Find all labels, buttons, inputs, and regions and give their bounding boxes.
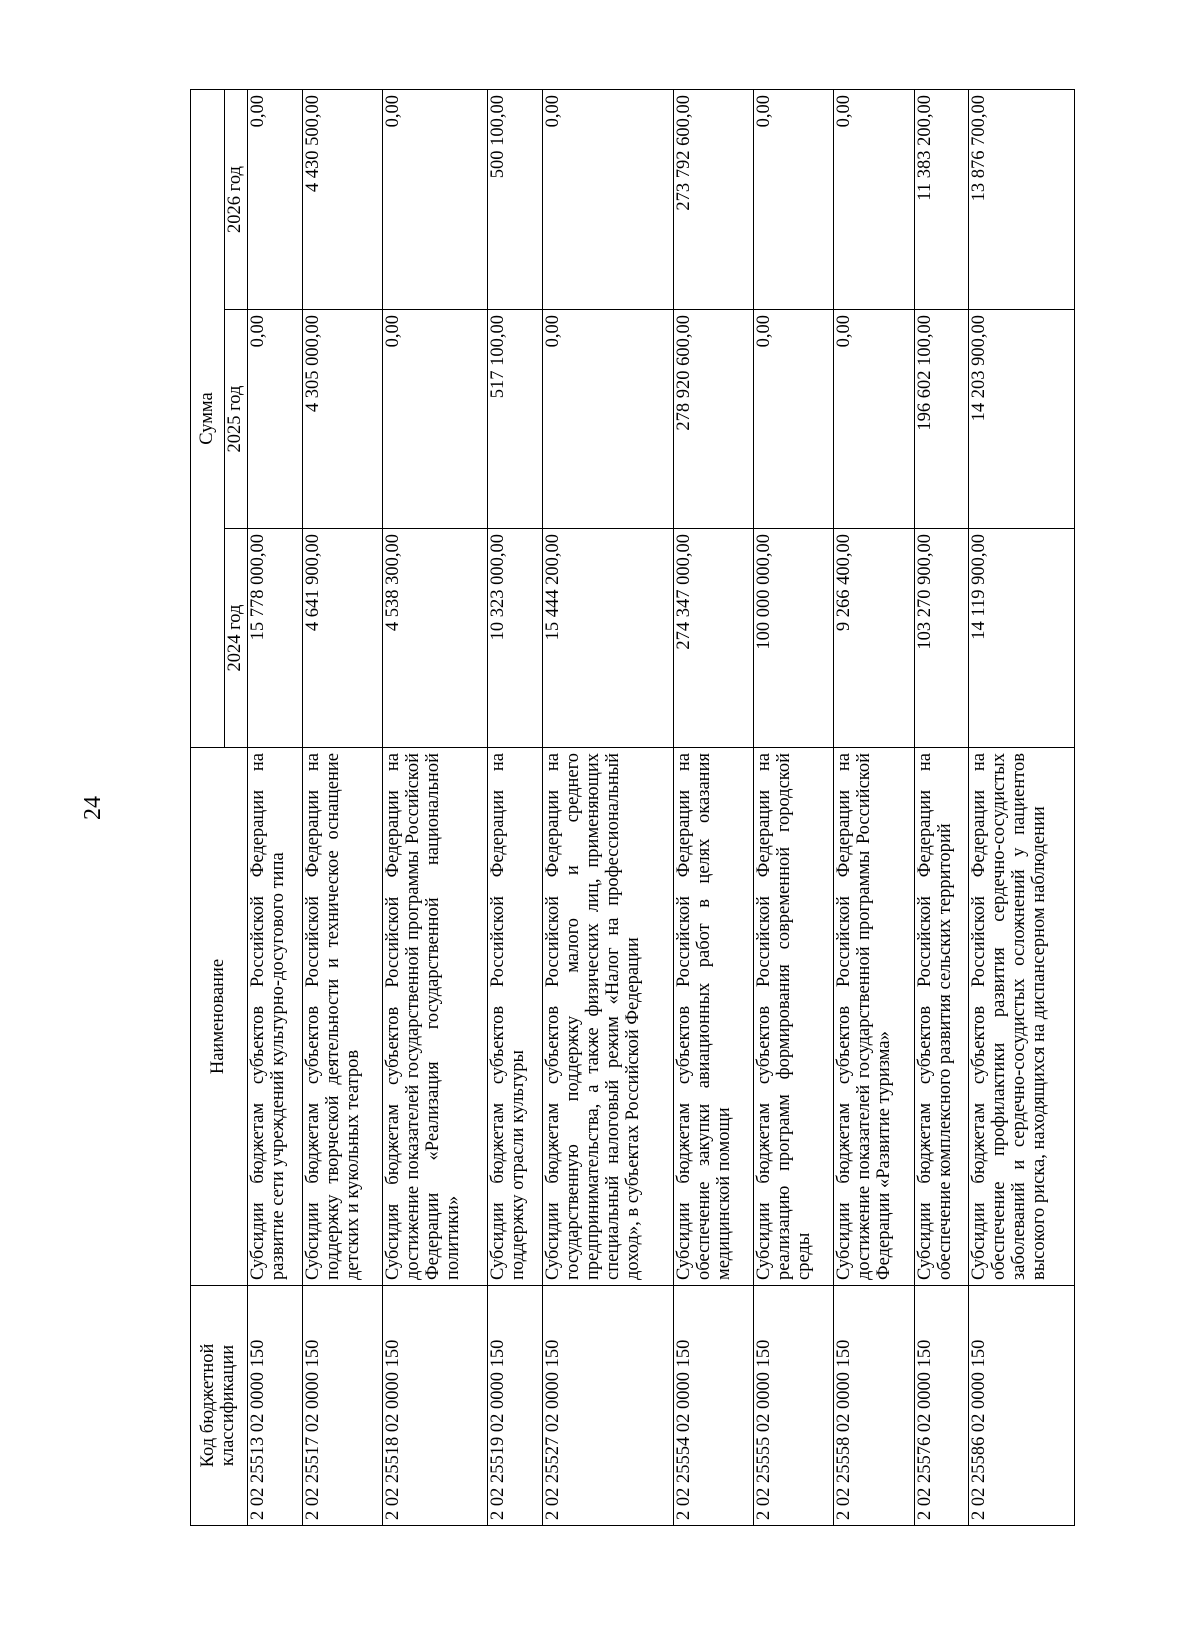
- table-row: [754, 89, 834, 1525]
- amount-2026-cell: 0,00: [754, 89, 834, 309]
- amount-2026-cell: 11 383 200,00: [914, 89, 969, 309]
- amount-2026-cell: 500 100,00: [488, 89, 543, 309]
- budget-table: [190, 89, 1075, 1526]
- table-row: [382, 89, 488, 1525]
- name-cell: Субсидии бюджетам субъектов Российской Федерации на поддержку отрасли культуры: [488, 748, 543, 1286]
- name-column-header: Наименование: [191, 748, 248, 1286]
- year-2026-header: 2026 год: [225, 89, 248, 309]
- amount-2025-cell: 0,00: [247, 310, 302, 529]
- code-column-header: Код бюджетной классификации: [191, 1286, 248, 1526]
- amount-2024-cell: 274 347 000,00: [674, 529, 754, 748]
- table-row: [834, 89, 914, 1525]
- amount-2024-cell: 14 119 900,00: [969, 529, 1075, 748]
- amount-2025-cell: 4 305 000,00: [302, 310, 382, 529]
- amount-2025-cell: 278 920 600,00: [674, 310, 754, 529]
- budget-code-cell: 2 02 25513 02 0000 150: [247, 1286, 302, 1526]
- amount-2026-cell: 0,00: [834, 89, 914, 309]
- table-row: [247, 89, 302, 1525]
- year-2025-header: 2025 год: [225, 310, 248, 529]
- sum-column-header: Сумма: [191, 89, 225, 747]
- budget-code-cell: 2 02 25558 02 0000 150: [834, 1286, 914, 1526]
- table-row: [969, 89, 1075, 1525]
- amount-2026-cell: 0,00: [543, 89, 674, 309]
- amount-2025-cell: 517 100,00: [488, 310, 543, 529]
- table-row: [488, 89, 543, 1525]
- budget-code-cell: 2 02 25518 02 0000 150: [382, 1286, 488, 1526]
- page-number: 24: [80, 796, 106, 820]
- name-cell: Субсидии бюджетам субъектов Российской Федерации на обеспечение профилактики развития сердечно-сосудистых заболеваний и сердечно-сосудистых осложнений у пациентов высокого риска, находящихся на диспансерном наблюдении: [969, 748, 1075, 1286]
- name-cell: Субсидии бюджетам субъектов Российской Федерации на обеспечение закупки авиационных работ в целях оказания медицинской помощи: [674, 748, 754, 1286]
- year-2024-header: 2024 год: [225, 529, 248, 748]
- table-row: [674, 89, 754, 1525]
- budget-code-cell: 2 02 25527 02 0000 150: [543, 1286, 674, 1526]
- amount-2024-cell: 15 444 200,00: [543, 529, 674, 748]
- amount-2024-cell: 10 323 000,00: [488, 529, 543, 748]
- name-cell: Субсидии бюджетам субъектов Российской Федерации на поддержку творческой деятельности и техническое оснащение детских и кукольных театров: [302, 748, 382, 1286]
- amount-2026-cell: 0,00: [247, 89, 302, 309]
- name-cell: Субсидии бюджетам субъектов Российской Федерации на обеспечение комплексного развития сельских территорий: [914, 748, 969, 1286]
- amount-2025-cell: 0,00: [834, 310, 914, 529]
- budget-code-cell: 2 02 25586 02 0000 150: [969, 1286, 1075, 1526]
- table-row: [302, 89, 382, 1525]
- amount-2026-cell: 4 430 500,00: [302, 89, 382, 309]
- amount-2026-cell: 0,00: [382, 89, 488, 309]
- amount-2025-cell: 196 602 100,00: [914, 310, 969, 529]
- amount-2025-cell: 14 203 900,00: [969, 310, 1075, 529]
- amount-2025-cell: 0,00: [543, 310, 674, 529]
- amount-2024-cell: 100 000 000,00: [754, 529, 834, 748]
- budget-code-cell: 2 02 25519 02 0000 150: [488, 1286, 543, 1526]
- amount-2025-cell: 0,00: [382, 310, 488, 529]
- name-cell: Субсидия бюджетам субъектов Российской Федерации на достижение показателей государственной программы Российской Федерации «Реализация государственной национальной политики»: [382, 748, 488, 1286]
- name-cell: Субсидии бюджетам субъектов Российской Федерации на государственную поддержку малого и среднего предпринимательства, а также физических лиц, применяющих специальный налоговый режим «Налог на профессиональный доход», в субъектах Российской Федерации: [543, 748, 674, 1286]
- amount-2025-cell: 0,00: [754, 310, 834, 529]
- amount-2024-cell: 15 778 000,00: [247, 529, 302, 748]
- budget-code-cell: 2 02 25576 02 0000 150: [914, 1286, 969, 1526]
- budget-code-cell: 2 02 25517 02 0000 150: [302, 1286, 382, 1526]
- name-cell: Субсидии бюджетам субъектов Российской Федерации на достижение показателей государственной программы Российской Федерации «Развитие туризма»: [834, 748, 914, 1286]
- name-cell: Субсидии бюджетам субъектов Российской Федерации на реализацию программ формирования современной городской среды: [754, 748, 834, 1286]
- table-header-row: [191, 89, 225, 1525]
- amount-2024-cell: 4 641 900,00: [302, 529, 382, 748]
- rotated-table-container: [190, 90, 1075, 1526]
- budget-code-cell: 2 02 25554 02 0000 150: [674, 1286, 754, 1526]
- amount-2024-cell: 4 538 300,00: [382, 529, 488, 748]
- name-cell: Субсидии бюджетам субъектов Российской Федерации на развитие сети учреждений культурно-досугового типа: [247, 748, 302, 1286]
- budget-code-cell: 2 02 25555 02 0000 150: [754, 1286, 834, 1526]
- table-row: [914, 89, 969, 1525]
- amount-2026-cell: 13 876 700,00: [969, 89, 1075, 309]
- table-row: [543, 89, 674, 1525]
- amount-2026-cell: 273 792 600,00: [674, 89, 754, 309]
- amount-2024-cell: 103 270 900,00: [914, 529, 969, 748]
- amount-2024-cell: 9 266 400,00: [834, 529, 914, 748]
